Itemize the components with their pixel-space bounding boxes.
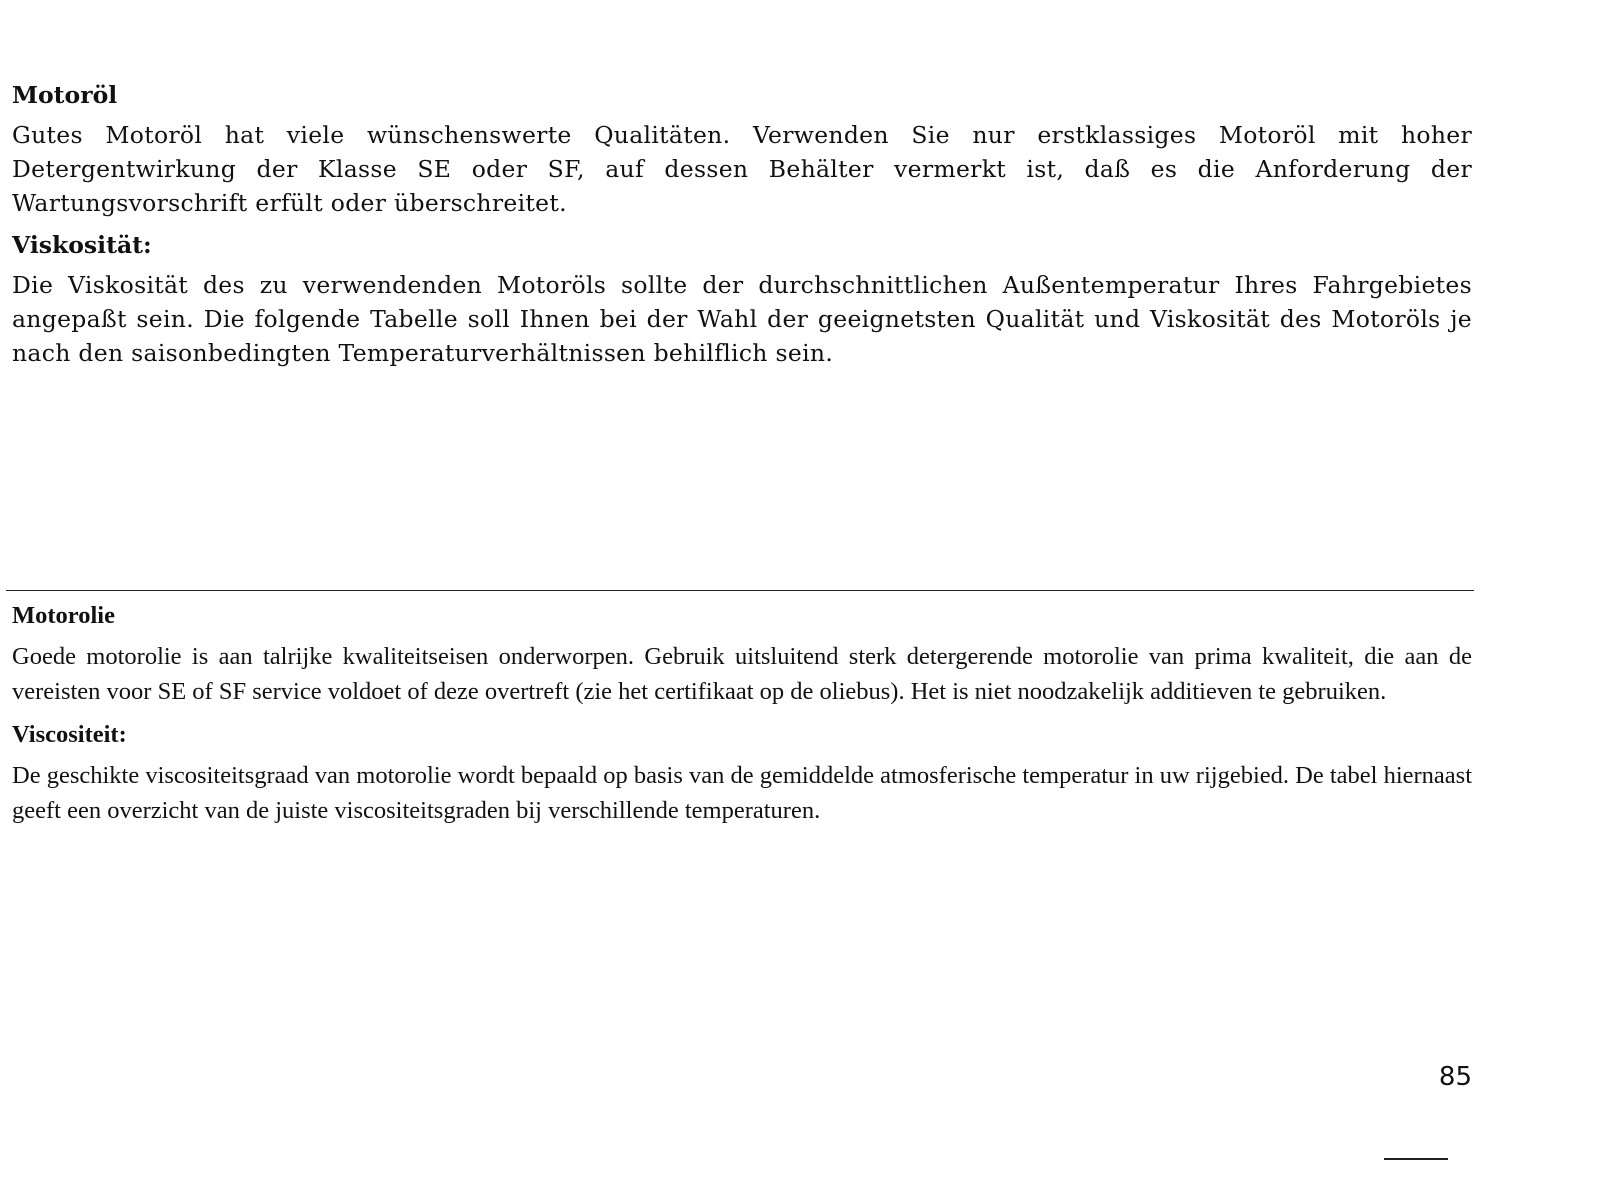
german-heading-viscosity: Viskosität:: [12, 231, 152, 259]
page-number: 85: [1438, 1062, 1472, 1092]
german-paragraph-motor-oil: Gutes Motoröl hat viele wünschenswerte Qualitäten. Verwenden Sie nur erstklassiges Motoröl mit hoher Detergentwirkung der Klasse SE oder SF, auf dessen Behälter vermerkt ist, daß es die Anforderung der Wartungsvorschrift erfült oder überschreitet.: [12, 121, 1472, 217]
german-paragraph-viscosity: Die Viskosität des zu verwendenden Motoröls sollte der durchschnittlichen Außentemperatur Ihres Fahrgebietes angepaßt sein. Die folgende Tabelle soll Ihnen bei der Wahl der geeignetsten Qualität und Viskosität des Motoröls je nach den saisonbedingten Temperaturverhältnissen behilflich sein.: [12, 271, 1472, 367]
corner-rule: [1384, 1158, 1448, 1160]
dutch-heading-motor-oil: Motorolie: [12, 602, 115, 629]
dutch-paragraph-viscosity: De geschikte viscositeitsgraad van motorolie wordt bepaald op basis van de gemiddelde atmosferische temperatur in uw rijgebied. De tabel hiernaast geeft een overzicht van de juiste viscositeitsgraden bij verschillende temperaturen.: [12, 762, 1472, 824]
dutch-section: [12, 598, 1472, 836]
dutch-heading-viscosity: Viscositeit:: [12, 721, 127, 748]
german-section: [12, 78, 1472, 378]
german-heading-motor-oil: Motoröl: [12, 81, 118, 109]
dutch-paragraph-motor-oil: Goede motorolie is aan talrijke kwaliteitseisen onderworpen. Gebruik uitsluitend sterk detergerende motorolie van prima kwaliteit, die aan de vereisten voor SE of SF service voldoet of deze overtreft (zie het certifikaat op de oliebus). Het is niet noodzakelijk additieven te gebruiken.: [12, 643, 1472, 705]
section-divider: [6, 590, 1474, 591]
